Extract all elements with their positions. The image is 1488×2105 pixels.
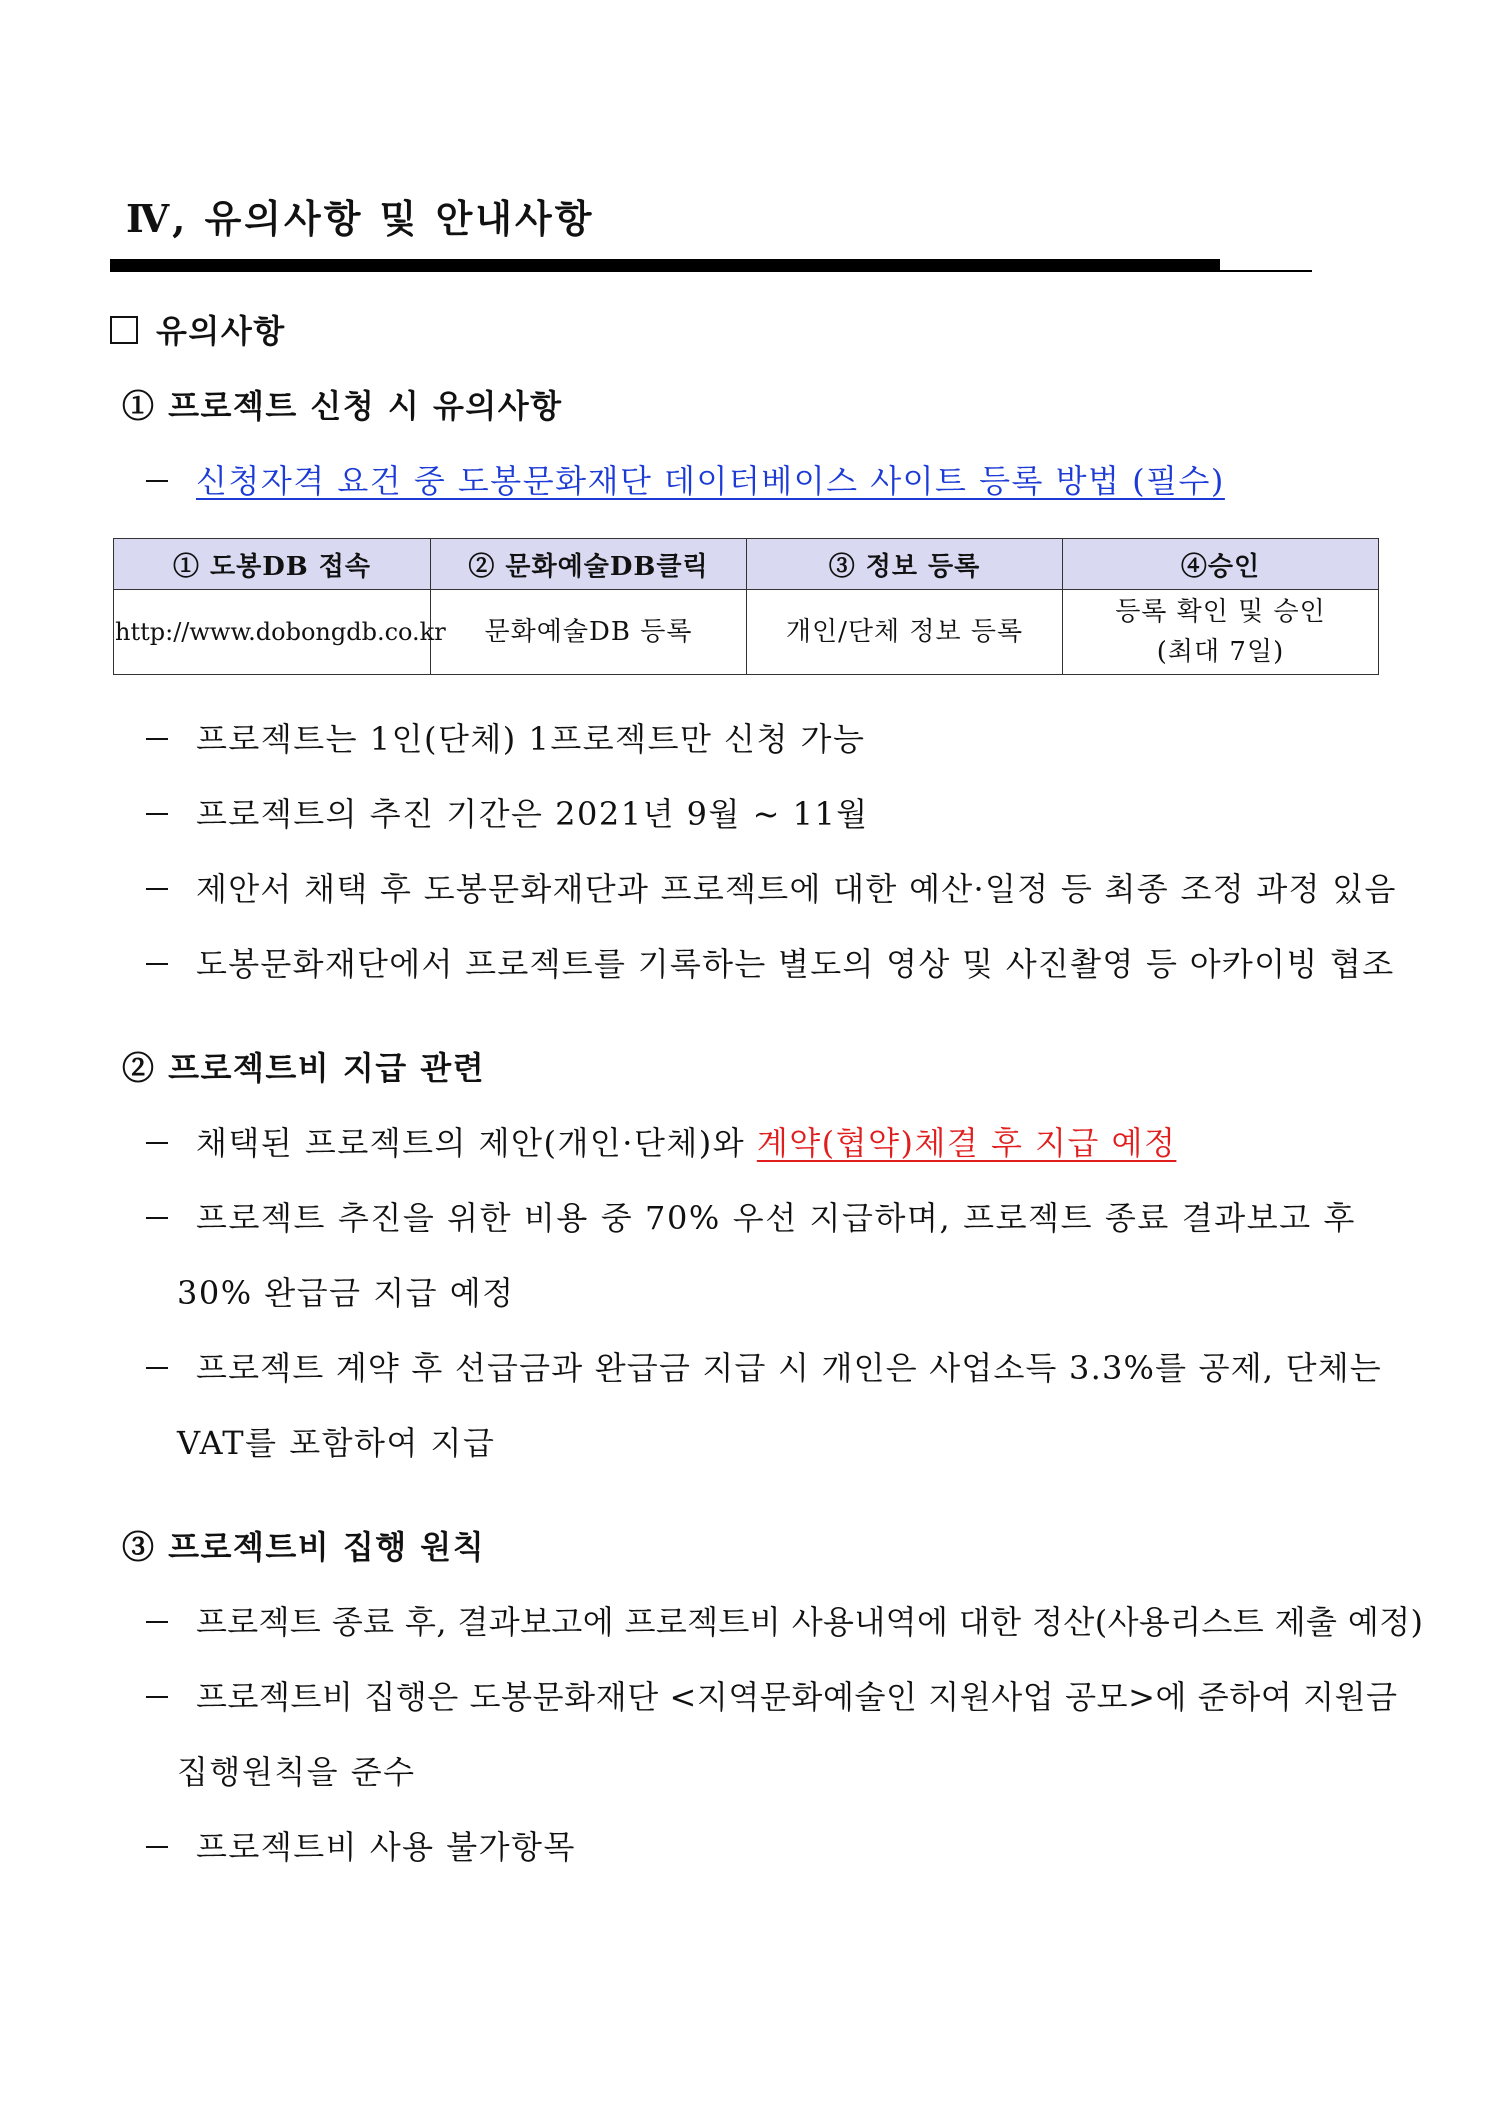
bullet-text: 프로젝트 계약 후 선급금과 완급금 지급 시 개인은 사업소득 3.3%를 공제, 단체는 — [196, 1349, 1382, 1387]
bullet-text: 프로젝트비 사용 불가항목 — [196, 1828, 576, 1866]
bullet-text: 프로젝트 종료 후, 결과보고에 프로젝트비 사용내역에 대한 정산(사용리스트 제출 예정) — [196, 1603, 1424, 1641]
bullet-text: 채택된 프로젝트의 제안(개인·단체)와 — [196, 1124, 746, 1162]
dash-bullet — [146, 813, 168, 815]
dash-bullet — [146, 1696, 168, 1698]
bullet-text: 프로젝트 추진을 위한 비용 중 70% 우선 지급하며, 프로젝트 종료 결과보고 후 — [196, 1199, 1357, 1237]
bullet-item — [146, 1597, 1423, 1643]
bullet-item — [146, 1118, 1176, 1164]
dash-bullet — [146, 1217, 168, 1219]
table-header-cell: ③ 정보 등록 — [747, 539, 1063, 590]
bullet-item — [146, 1193, 1356, 1239]
table-cell — [1063, 590, 1379, 675]
bullet-item — [146, 1343, 1382, 1389]
dash-bullet — [146, 1846, 168, 1848]
bullet-continuation: 집행원칙을 준수 — [177, 1753, 416, 1791]
bullet-item — [146, 864, 1397, 910]
bullet-item — [146, 789, 869, 835]
db-registration-link[interactable]: 신청자격 요건 중 도봉문화재단 데이터베이스 사이트 등록 방법 (필수) — [196, 462, 1225, 500]
table-cell: 개인/단체 정보 등록 — [747, 590, 1063, 675]
bullet-text: 프로젝트의 추진 기간은 2021년 9월 ~ 11월 — [196, 795, 869, 833]
table-header-cell: ④승인 — [1063, 539, 1379, 590]
table-cell: 문화예술DB 등록 — [431, 590, 747, 675]
dash-bullet — [146, 1621, 168, 1623]
section-heading — [110, 306, 286, 352]
bullet-item — [146, 1822, 576, 1868]
approval-period: (최대 7일) — [1156, 637, 1285, 667]
page-heading: Ⅳ, 유의사항 및 안내사항 — [126, 196, 595, 241]
bullet-text: 프로젝트비 집행은 도봉문화재단 <지역문화예술인 지원사업 공모>에 준하여 지원금 — [196, 1678, 1398, 1716]
bullet-continuation: 30% 완급금 지급 예정 — [177, 1274, 515, 1312]
bullet-item — [146, 714, 865, 760]
heading-rule — [110, 259, 1220, 272]
bullet-continuation: VAT를 포함하여 지급 — [177, 1424, 496, 1462]
dash-bullet — [146, 1367, 168, 1369]
table-header-cell: ① 도봉DB 접속 — [114, 539, 431, 590]
table-cell-url: http://www.dobongdb.co.kr — [114, 590, 431, 675]
dash-bullet — [146, 480, 168, 482]
bullet-item — [146, 1672, 1398, 1718]
dash-bullet — [146, 963, 168, 965]
table-header-cell: ② 문화예술DB클릭 — [431, 539, 747, 590]
dash-bullet — [146, 738, 168, 740]
section-title: 유의사항 — [156, 312, 286, 350]
checkbox-square-icon — [110, 316, 138, 344]
table-header-row — [114, 539, 1379, 590]
bullet-text: 제안서 채택 후 도봉문화재단과 프로젝트에 대한 예산·일정 등 최종 조정 과정 있음 — [196, 870, 1397, 908]
subsection-1-title: ① 프로젝트 신청 시 유의사항 — [122, 387, 563, 425]
bullet-text: 프로젝트는 1인(단체) 1프로젝트만 신청 가능 — [196, 720, 866, 758]
table-row — [114, 590, 1379, 675]
heading-rule-tail — [1220, 270, 1312, 272]
bullet-text: 도봉문화재단에서 프로젝트를 기록하는 별도의 영상 및 사진촬영 등 아카이빙 협조 — [196, 945, 1395, 983]
highlighted-text: 계약(협약)체결 후 지급 예정 — [756, 1124, 1177, 1162]
dash-bullet — [146, 888, 168, 890]
registration-steps-table — [113, 538, 1379, 675]
bullet-item — [146, 939, 1394, 985]
dash-bullet — [146, 1142, 168, 1144]
subsection-2-title: ② 프로젝트비 지급 관련 — [122, 1049, 486, 1087]
approval-text: 등록 확인 및 승인 — [1115, 597, 1326, 627]
db-registration-link-line — [146, 456, 1225, 502]
subsection-3-title: ③ 프로젝트비 집행 원칙 — [122, 1528, 486, 1566]
